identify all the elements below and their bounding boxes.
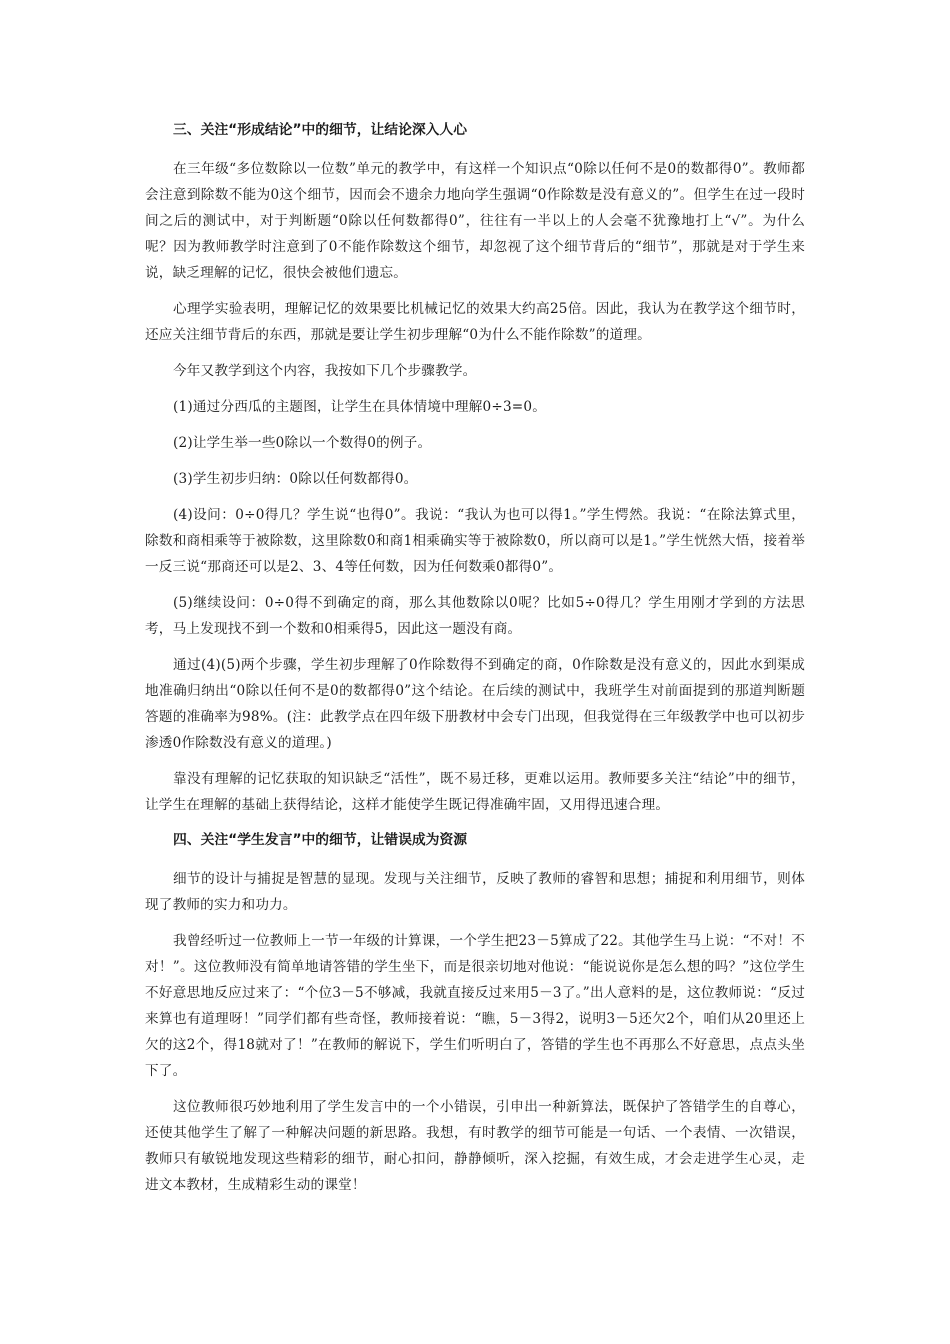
- paragraph: 细节的设计与捕捉是智慧的显现。发现与关注细节，反映了教师的睿智和思想；捕捉和利用细节，则体现了教师的实力和功力。: [145, 871, 805, 913]
- step-5: (5)继续设问：0÷0得不到确定的商，那么其他数除以0呢？比如5÷0得几？学生用刚才学到的方法思考，马上发现找不到一个数和0相乘得5，因此这一题没有商。: [145, 595, 805, 637]
- document-page: [145, 118, 805, 1208]
- paragraph: 这位教师很巧妙地利用了学生发言中的一个小错误，引申出一种新算法，既保护了答错学生的自尊心，还使其他学生了解了一种解决问题的新思路。我想，有时教学的细节可能是一句话、一个表情、一次错误，教师只有敏锐地发现这些精彩的细节，耐心扣问，静静倾听，深入挖掘，有效生成，才会走进学生心灵，走进文本教材，生成精彩生动的课堂！: [145, 1099, 805, 1193]
- paragraph: 心理学实验表明，理解记忆的效果要比机械记忆的效果大约高25倍。因此，我认为在教学这个细节时，还应关注细节背后的东西，那就是要让学生初步理解“0为什么不能作除数”的道理。: [145, 301, 805, 343]
- step-4: (4)设问：0÷0得几？学生说“也得0”。我说：“我认为也可以得1。”学生愕然。我说：“在除法算式里，除数和商相乘等于被除数，这里除数0和商1相乘确实等于被除数0，所以商可以是1。”学生恍然大悟，接着举一反三说“那商还可以是2、3、4等任何数，因为任何数乘0都得0”。: [145, 507, 805, 575]
- paragraph: 今年又教学到这个内容，我按如下几个步骤教学。: [173, 363, 477, 379]
- paragraph: 我曾经听过一位教师上一节一年级的计算课，一个学生把23－5算成了22。其他学生马上说：“不对！不对！”。这位教师没有简单地请答错的学生坐下，而是很亲切地对他说：“能说说你是怎么想的吗？”这位学生不好意思地反应过来了：“个位3－5不够减，我就直接反过来用5－3了。”出人意料的是，这位教师说：“反过来算也有道理呀！”同学们都有些奇怪，教师接着说：“瞧，5－3得2，说明3－5还欠2个，咱们从20里还上欠的这2个，得18就对了！”在教师的解说下，学生们听明白了，答错的学生也不再那么不好意思，点点头坐下了。: [145, 933, 805, 1079]
- section-3-heading: 三、关注“形成结论”中的细节，让结论深入人心: [173, 122, 468, 138]
- paragraph: 在三年级“多位数除以一位数”单元的教学中，有这样一个知识点“0除以任何不是0的数都得0”。教师都会注意到除数不能为0这个细节，因而会不遗余力地向学生强调“0作除数是没有意义的”。但学生在过一段时间之后的测试中，对于判断题“0除以任何数都得0”，往往有一半以上的人会毫不犹豫地打上“√”。为什么呢？因为教师教学时注意到了0不能作除数这个细节，却忽视了这个细节背后的“细节”，那就是对于学生来说，缺乏理解的记忆，很快会被他们遗忘。: [145, 161, 805, 281]
- section-4-heading: 四、关注“学生发言”中的细节，让错误成为资源: [173, 832, 468, 848]
- paragraph: 靠没有理解的记忆获取的知识缺乏“活性”，既不易迁移，更难以运用。教师要多关注“结论”中的细节，让学生在理解的基础上获得结论，这样才能使学生既记得准确牢固，又用得迅速合理。: [145, 771, 805, 813]
- step-3: (3)学生初步归纳：0除以任何数都得0。: [173, 471, 418, 487]
- step-2: (2)让学生举一些0除以一个数得0的例子。: [173, 435, 432, 451]
- paragraph: 通过(4)(5)两个步骤，学生初步理解了0作除数得不到确定的商，0作除数是没有意义的，因此水到渠成地准确归纳出“0除以任何不是0的数都得0”这个结论。在后续的测试中，我班学生对前面提到的那道判断题答题的准确率为98%。(注：此教学点在四年级下册教材中会专门出现，但我觉得在三年级教学中也可以初步渗透0作除数没有意义的道理。): [145, 657, 805, 751]
- step-1: (1)通过分西瓜的主题图，让学生在具体情境中理解0÷3=0。: [173, 399, 547, 415]
